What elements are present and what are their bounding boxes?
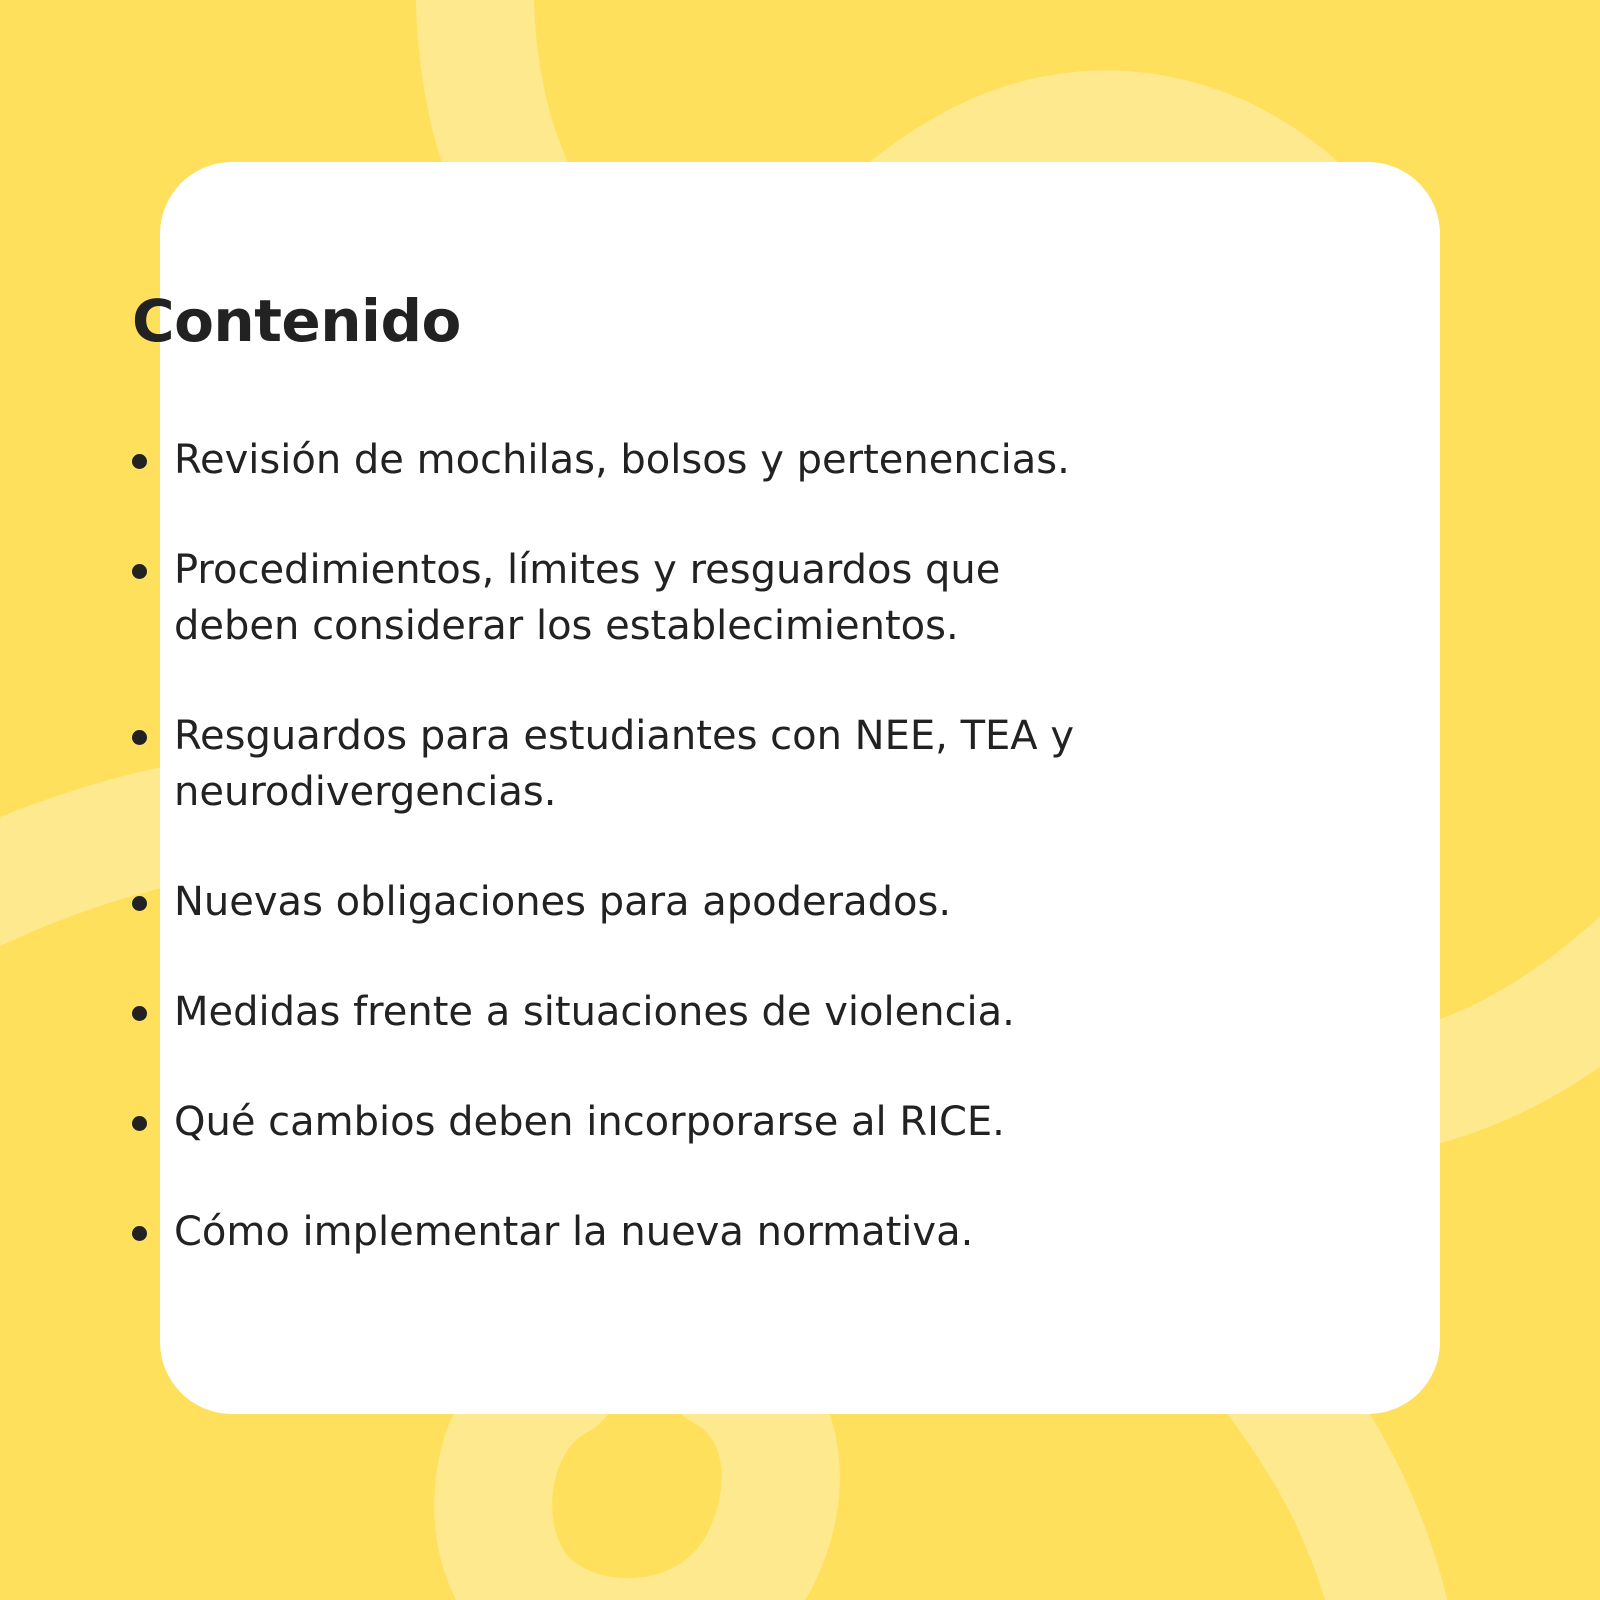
list-item-text: Qué cambios deben incorporarse al RICE. bbox=[174, 1099, 1005, 1145]
list-item-text: Nuevas obligaciones para apoderados. bbox=[174, 879, 952, 925]
content-list bbox=[132, 432, 1132, 1314]
list-item bbox=[132, 1094, 1132, 1150]
list-item bbox=[132, 984, 1132, 1040]
list-item bbox=[132, 542, 1132, 654]
list-item bbox=[132, 1204, 1132, 1260]
list-item-text: Cómo implementar la nueva normativa. bbox=[174, 1209, 974, 1255]
bullet-icon bbox=[132, 896, 147, 911]
bullet-icon bbox=[132, 1116, 147, 1131]
bullet-icon bbox=[132, 730, 147, 745]
list-item-text: Revisión de mochilas, bolsos y pertenencias. bbox=[174, 437, 1070, 483]
list-item bbox=[132, 432, 1132, 488]
bullet-icon bbox=[132, 1006, 147, 1021]
bullet-icon bbox=[132, 564, 147, 579]
bullet-icon bbox=[132, 454, 147, 469]
list-item-text: Procedimientos, límites y resguardos que deben considerar los establecimientos. bbox=[174, 547, 1001, 649]
card-title: Contenido bbox=[132, 287, 461, 355]
bullet-icon bbox=[132, 1226, 147, 1241]
list-item bbox=[132, 708, 1132, 820]
list-item bbox=[132, 874, 1132, 930]
list-item-text: Resguardos para estudiantes con NEE, TEA y neurodivergencias. bbox=[174, 713, 1075, 815]
list-item-text: Medidas frente a situaciones de violencia. bbox=[174, 989, 1015, 1035]
